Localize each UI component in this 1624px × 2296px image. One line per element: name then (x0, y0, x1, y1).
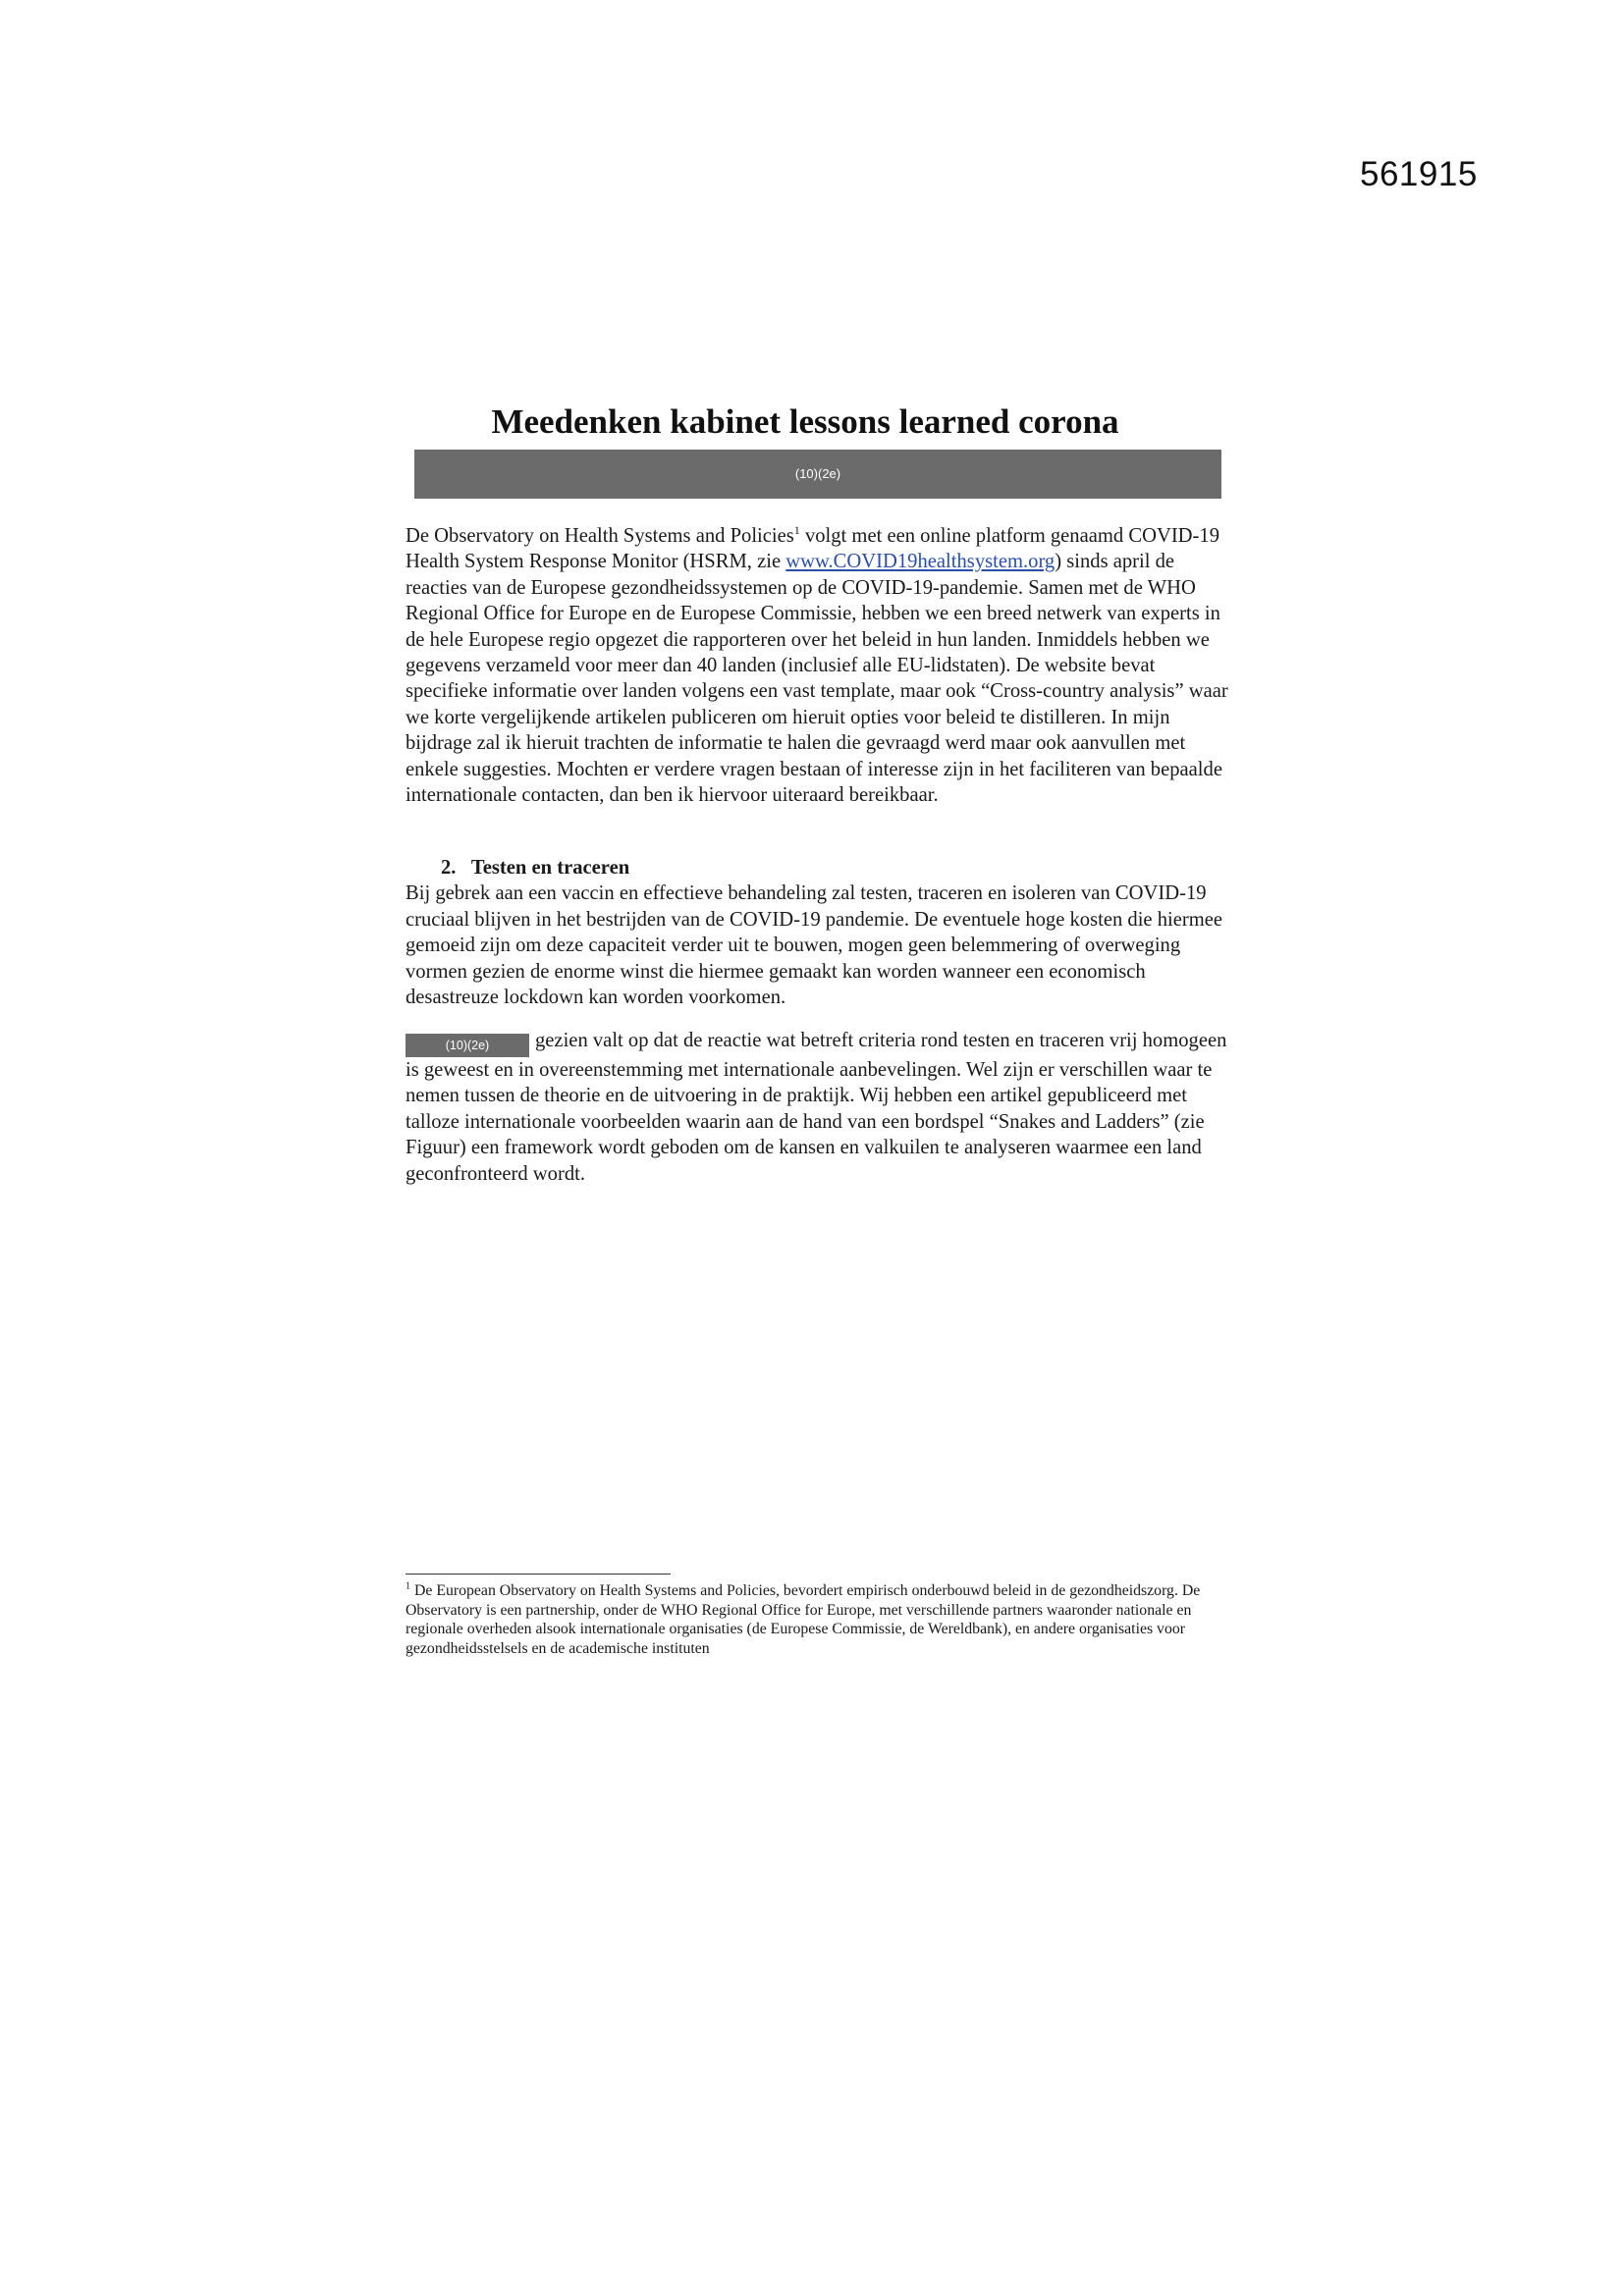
footnote-text: De European Observatory on Health Systems and Policies, bevordert empirisch onderbouwd beleid in de gezondheidszorg. De Observatory is een partnership, onder de WHO Regional Office for Europe, met verschillende partners waaronder nationale en regionale overheden alsook internationale organisaties (de Europese Commissie, de Wereldbank), en andere organisaties voor gezondheidsstelsels en de academische instituten (406, 1582, 1201, 1657)
intro-text-end: ) sinds april de reacties van de Europese gezondheidssystemen op de COVID-19-pandemie. Samen met de WHO Regional Office for Europe en de Europese Commissie, hebben we een breed netwerk van experts in de hele Europese regio opgezet die rapporteren over het beleid in hun landen. Inmiddels hebben we gegevens verzameld voor meer dan 40 landen (inclusief alle EU-lidstaten). De website bevat specifieke informatie over landen volgens een vast template, maar ook “Cross-country analysis” waar we korte vergelijkende artikelen publiceren om hieruit opties voor beleid te distilleren. In mijn bijdrage zal ik hieruit trachten de informatie te halen die gevraagd werd maar ook aanvullen met enkele suggesties. Mochten er verdere vragen bestaan of interesse zijn in het faciliteren van bepaalde internationale contacten, dan ben ik hiervoor uiteraard bereikbaar. (406, 551, 1228, 807)
section-body: Bij gebrek aan een vaccin en effectieve behandeling zal testen, traceren en isoleren van COVID-19 cruciaal blijven in het bestrijden van de COVID-19 pandemie. De eventuele hoge kosten die hiermee gemoeid zijn om deze capaciteit verder uit te bouwen, mogen geen belemmering of overweging vormen gezien de enorme winst die hiermee gemaakt kan worden wanneer een economisch desastreuze lockdown kan worden voorkomen. (406, 882, 1223, 1009)
footnote (406, 1581, 1211, 1658)
footnote-divider (406, 1574, 671, 1575)
section-heading: 2. Testen en traceren (441, 857, 630, 879)
analysis-paragraph (406, 1028, 1240, 1187)
document-number: 561915 (1360, 155, 1478, 193)
section-testen-traceren (406, 855, 1240, 1010)
intro-text-mid: volgt met een online platform genaamd COVID-19 Health System Response Monitor (HSRM, zie (406, 525, 1220, 573)
redaction-bar: (10)(2e) (414, 450, 1221, 499)
intro-paragraph (406, 523, 1240, 808)
footnote-number: 1 (406, 1580, 410, 1592)
inline-redaction: (10)(2e) (406, 1034, 529, 1057)
intro-text-start: De Observatory on Health Systems and Policies (406, 525, 794, 547)
document-title: Meedenken kabinet lessons learned corona (491, 402, 1119, 441)
hsrm-website-link[interactable]: www.COVID19healthsystem.org (785, 551, 1056, 573)
footnote-ref[interactable]: 1 (793, 523, 800, 538)
analysis-text: gezien valt op dat de reactie wat betreft criteria rond testen en traceren vrij homogeen is geweest en in overeenstemming met internationale aanbevelingen. Wel zijn er verschillen waar te nemen tussen de theorie en de uitvoering in de praktijk. Wij hebben een artikel gepubliceerd met talloze internationale voorbeelden waarin aan de hand van een bordspel “Snakes and Ladders” (zie Figuur) een framework wordt geboden om de kansen en valkuilen te analyseren waarmee een land geconfronteerd wordt. (406, 1030, 1227, 1185)
